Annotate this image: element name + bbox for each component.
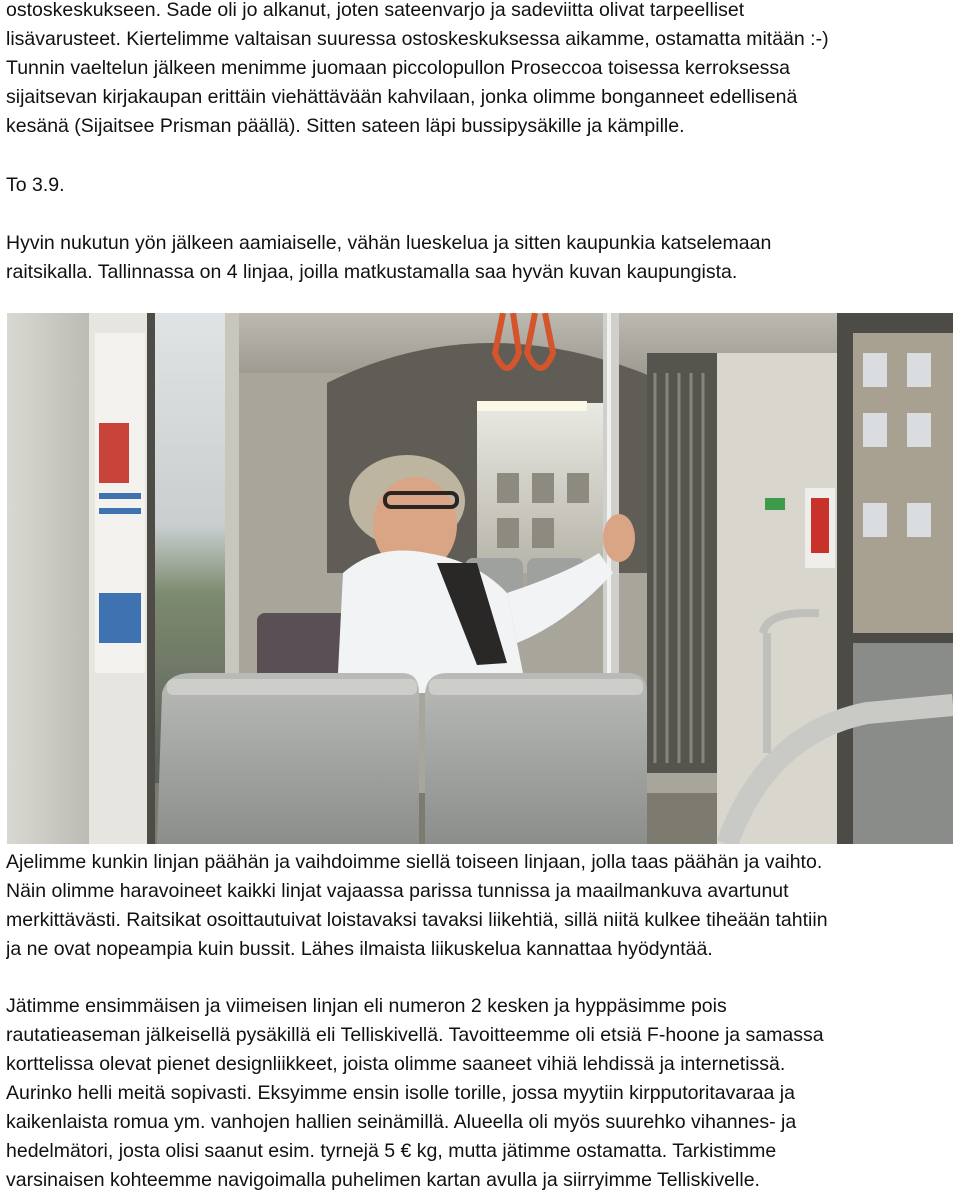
paragraph-top — [6, 0, 956, 141]
text-line: merkittävästi. Raitsikat osoittautuivat loistavaksi tavaksi liikehtiä, sillä niitä kulkee tiheään tahtiin — [6, 909, 828, 931]
text-line: korttelissa olevat pienet designliikkeet, joista olimme saaneet vihiä lehdissä ja internetissä. — [6, 1053, 786, 1075]
text-line: Aurinko helli meitä sopivasti. Eksyimme ensin isolle torille, jossa myytiin kirpputoritavaraa ja — [6, 1082, 795, 1104]
text-line: hedelmätori, josta olisi saanut esim. tyrnejä 5 € kg, mutta jätimme ostamatta. Tarkistimme — [6, 1140, 777, 1162]
text-line: Hyvin nukutun yön jälkeen aamiaiselle, vähän lueskelua ja sitten kaupunkia katselemaan — [6, 232, 772, 254]
text-line: kaikenlaista romua ym. vanhojen hallien seinämillä. Alueella oli myös suurehko vihannes- ja — [6, 1111, 797, 1133]
date-heading — [6, 171, 956, 200]
date-line: To 3.9. — [6, 174, 65, 196]
text-line: raitsikalla. Tallinnassa on 4 linjaa, joilla matkustamalla saa hyvän kuvan kaupungista. — [6, 261, 738, 283]
text-line: ja ne ovat nopeampia kuin bussit. Lähes ilmaista liikuskelua kannattaa hyödyntää. — [6, 938, 713, 960]
text-line: rautatieaseman jälkeisellä pysäkillä eli Telliskivellä. Tavoitteemme oli etsiä F-hoone ja samassa — [6, 1024, 824, 1046]
paragraph-bottom — [6, 992, 956, 1195]
text-line: sijaitsevan kirjakaupan erittäin viehättävään kahvilaan, jonka olimme bonganneet edellisenä — [6, 86, 798, 108]
text-line: Jätimme ensimmäisen ja viimeisen linjan eli numeron 2 kesken ja hyppäsimme pois — [6, 995, 727, 1017]
text-line: ostoskeskukseen. Sade oli jo alkanut, joten sateenvarjo ja sadeviitta olivat tarpeelliset — [6, 0, 745, 21]
text-line: Ajelimme kunkin linjan päähän ja vaihdoimme siellä toiseen linjaan, jolla taas päähän ja vaihto. — [6, 851, 823, 873]
text-line: kesänä (Sijaitsee Prisman päällä). Sitten sateen läpi bussipysäkille ja kämpille. — [6, 115, 685, 137]
text-line: Tunnin vaeltelun jälkeen menimme juomaan piccolopullon Proseccoa toisessa kerroksessa — [6, 57, 791, 79]
tram-photo — [7, 313, 953, 844]
paragraph-intro — [6, 229, 956, 287]
text-line: varsinaisen kohteemme navigoimalla puhelimen kartan avulla ja siirryimme Telliskivelle. — [6, 1169, 760, 1191]
text-line: lisävarusteet. Kiertelimme valtaisan suuressa ostoskeskuksessa aikamme, ostamatta mitään :-) — [6, 28, 829, 50]
paragraph-after-photo — [6, 848, 956, 964]
text-line: Näin olimme haravoineet kaikki linjat vajaassa parissa tunnissa ja maailmankuva avartunut — [6, 880, 789, 902]
